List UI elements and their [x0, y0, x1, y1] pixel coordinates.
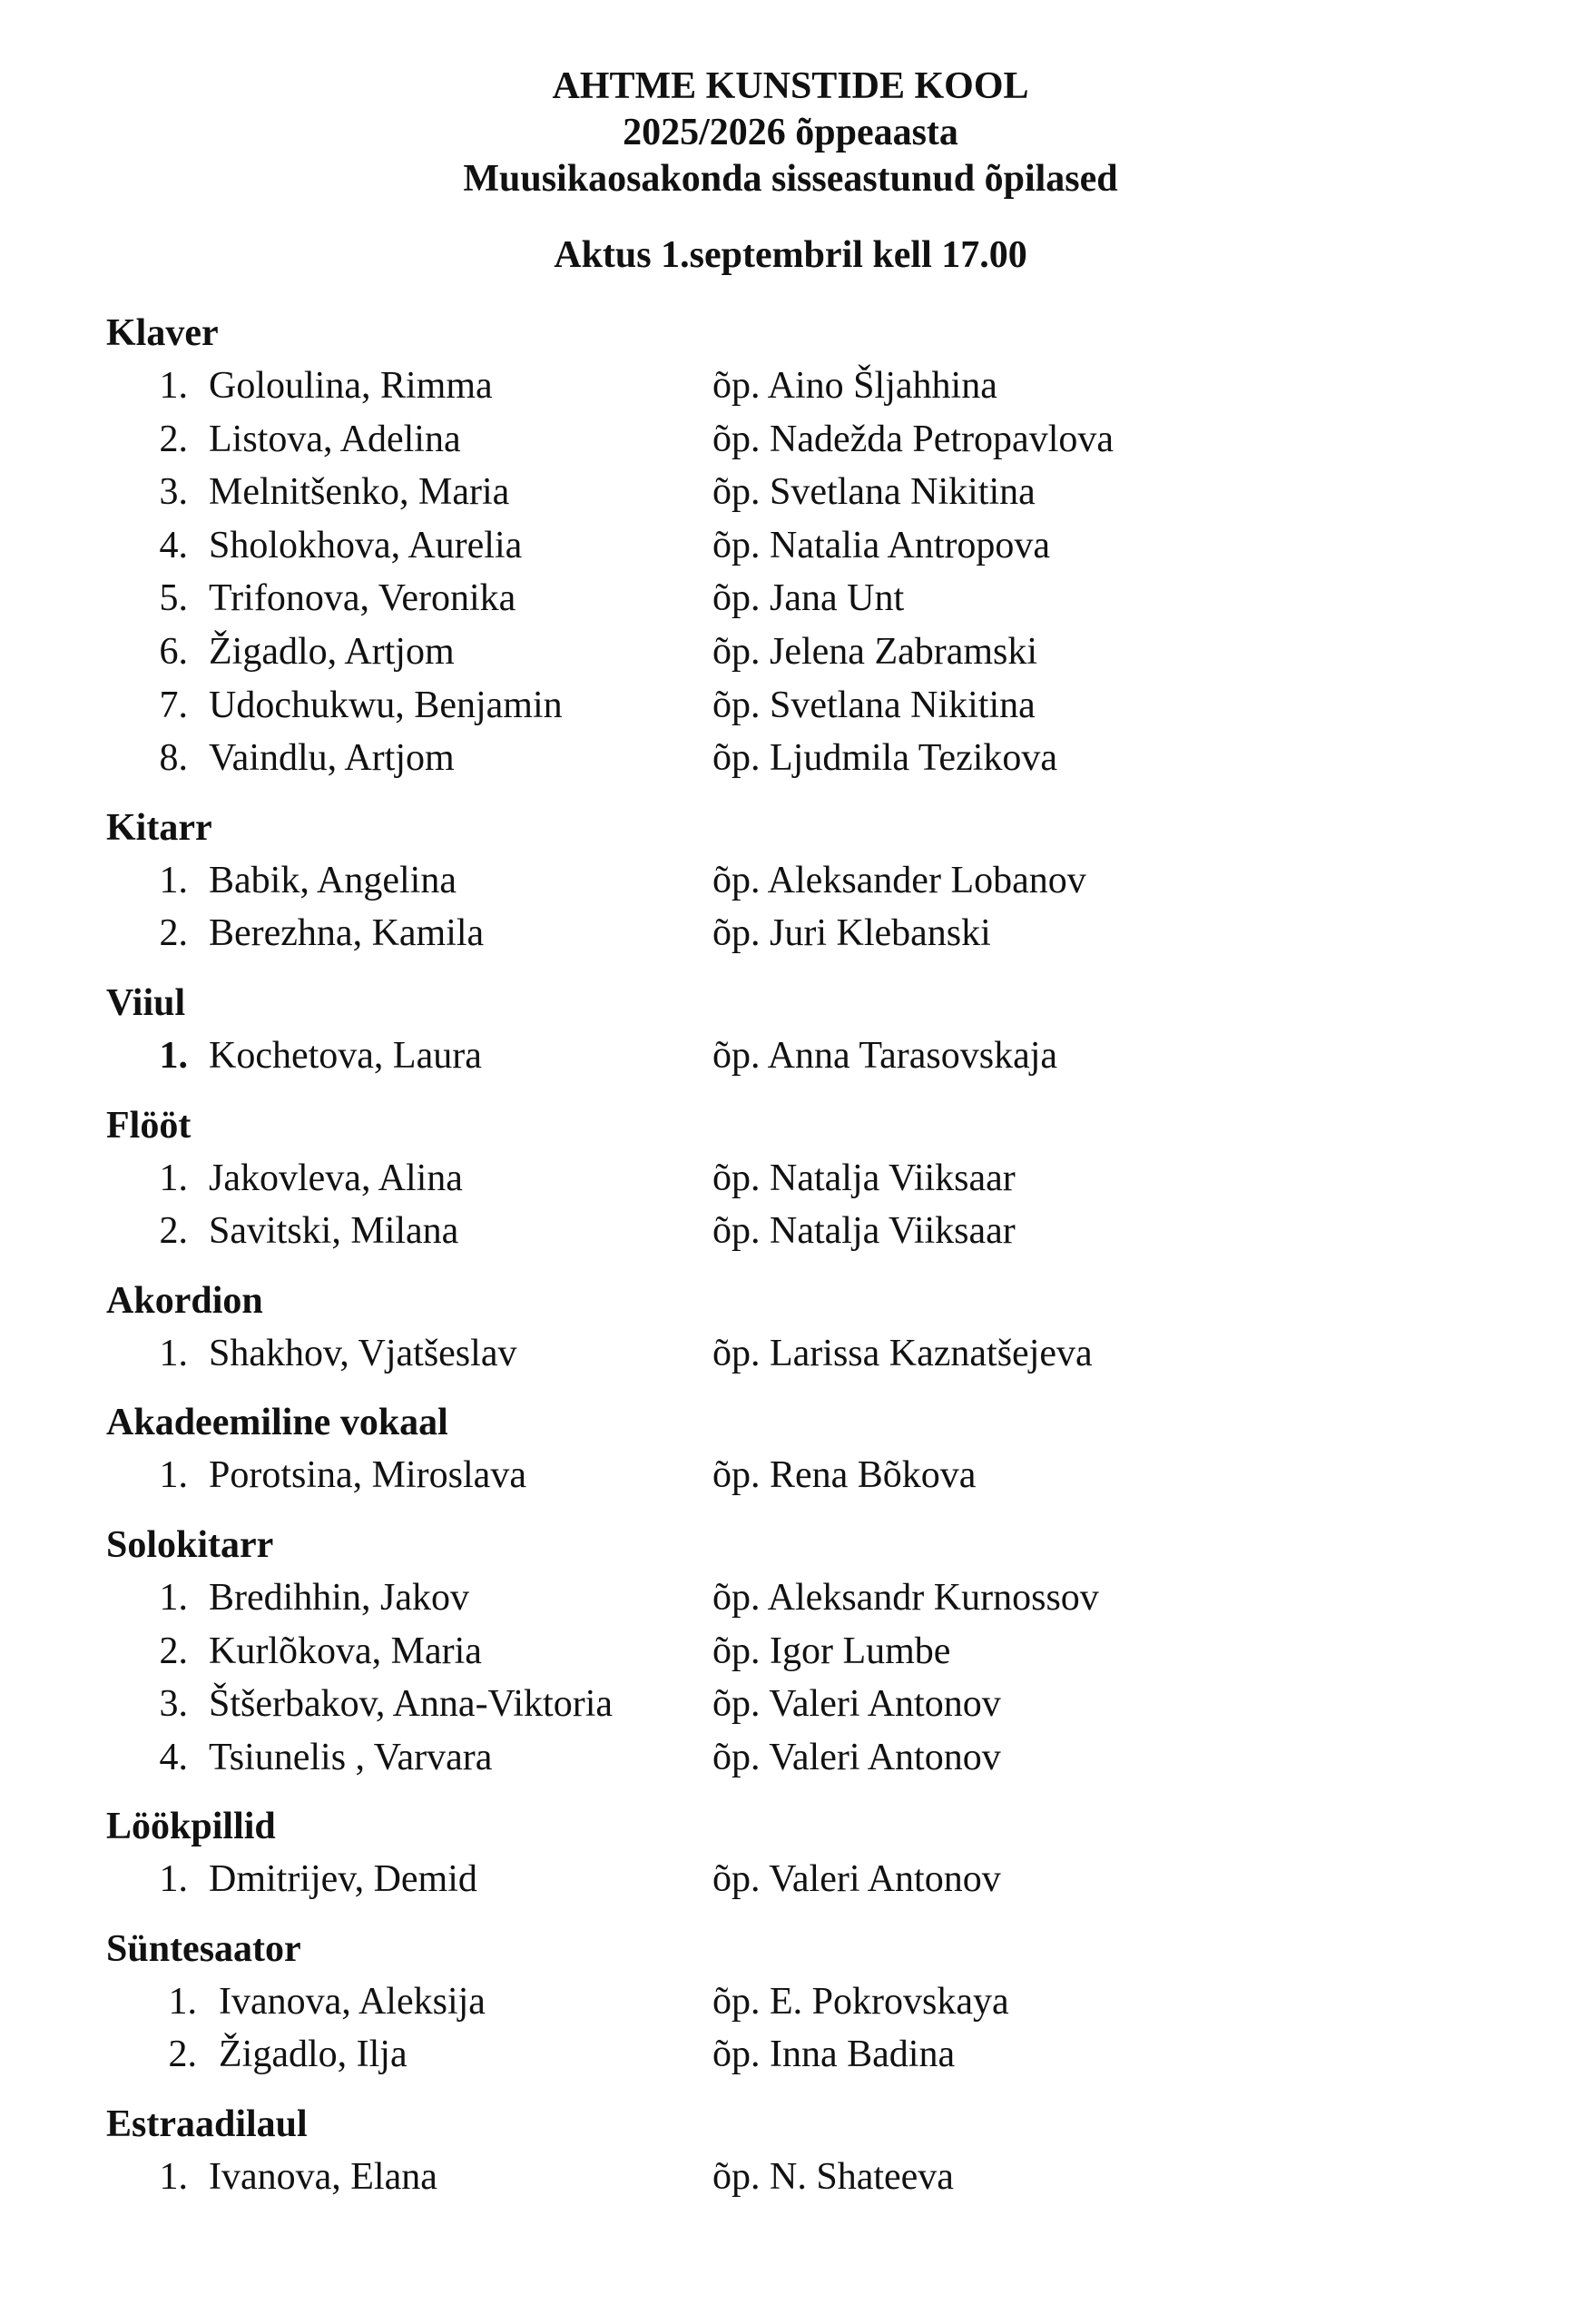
teacher-name: õp. Valeri Antonov: [712, 1858, 1001, 1901]
list-item: [106, 1449, 1468, 1502]
item-number: 1.: [159, 1576, 188, 1619]
list-item: [106, 1853, 1468, 1906]
teacher-name: õp. Valeri Antonov: [712, 1736, 1001, 1778]
teacher-name: õp. Juri Klebanski: [712, 912, 991, 955]
teacher-name: õp. Ljudmila Tezikova: [712, 737, 1058, 780]
school-name: AHTME KUNSTIDE KOOL: [552, 65, 1029, 107]
teacher-name: õp. Svetlana Nikitina: [712, 684, 1036, 726]
list-item: [106, 1327, 1468, 1381]
item-number: 1.: [159, 1332, 188, 1374]
list-item: [106, 732, 1468, 785]
teacher-name: õp. Inna Badina: [712, 2034, 956, 2076]
student-name: Štšerbakov, Anna-Viktoria: [209, 1683, 613, 1726]
section-suntesaator: [106, 1923, 1468, 2082]
section-floot: [106, 1099, 1468, 1258]
item-number: 2.: [159, 912, 188, 955]
item-number: 3.: [159, 471, 188, 514]
teacher-name: õp. Aleksandr Kurnossov: [712, 1576, 1099, 1619]
item-number: 8.: [159, 737, 188, 780]
list-item: [106, 1975, 1468, 2029]
student-name: Sholokhova, Aurelia: [209, 524, 523, 566]
student-name: Listova, Adelina: [209, 418, 461, 460]
list-item: [106, 1152, 1468, 1206]
student-name: Tsiunelis , Varvara: [209, 1736, 493, 1778]
list-item: [106, 359, 1468, 413]
teacher-name: õp. Igor Lumbe: [712, 1630, 951, 1672]
teacher-name: õp. Anna Tarasovskaja: [712, 1034, 1058, 1077]
student-name: Melnitšenko, Maria: [209, 471, 510, 514]
event-info: Aktus 1.septembril kell 17.00: [554, 234, 1027, 276]
section-estraadilaul: [106, 2098, 1468, 2204]
teacher-name: õp. Jana Unt: [712, 577, 905, 620]
list-item: [106, 1205, 1468, 1258]
section-solokitarr: [106, 1519, 1468, 1784]
item-number: 1.: [159, 859, 188, 901]
student-name: Žigadlo, Artjom: [209, 630, 455, 673]
item-number: 1.: [159, 365, 188, 407]
item-number: 1.: [159, 1034, 188, 1077]
item-number: 5.: [159, 577, 188, 620]
item-number: 4.: [159, 1736, 188, 1778]
teacher-name: õp. Larissa Kaznatšejeva: [712, 1332, 1093, 1374]
list-item: [106, 572, 1468, 625]
section-title: Süntesaator: [106, 1927, 301, 1970]
student-list: [106, 307, 1468, 2221]
student-name: Shakhov, Vjatšeslav: [209, 1332, 517, 1374]
item-number: 1.: [159, 1454, 188, 1497]
student-name: Jakovleva, Alina: [209, 1157, 463, 1199]
student-name: Babik, Angelina: [209, 859, 457, 901]
teacher-name: õp. E. Pokrovskaya: [712, 1980, 1009, 2023]
teacher-name: õp. Jelena Zabramski: [712, 630, 1038, 673]
section-title: Kitarr: [106, 806, 212, 849]
list-item: [106, 1571, 1468, 1625]
item-number: 6.: [159, 630, 188, 673]
item-number: 7.: [159, 684, 188, 726]
list-item: [106, 679, 1468, 733]
student-name: Ivanova, Aleksija: [219, 1980, 486, 2023]
student-name: Bredihhin, Jakov: [209, 1576, 469, 1619]
list-item: [106, 466, 1468, 519]
section-kitarr: [106, 802, 1468, 960]
section-akordion: [106, 1275, 1468, 1381]
teacher-name: õp. Aleksander Lobanov: [712, 859, 1086, 901]
list-item: [106, 1678, 1468, 1731]
teacher-name: õp. Valeri Antonov: [712, 1683, 1001, 1726]
list-item: [106, 907, 1468, 960]
student-name: Dmitrijev, Demid: [209, 1858, 477, 1901]
list-item: [106, 413, 1468, 467]
student-name: Kochetova, Laura: [209, 1034, 482, 1077]
student-name: Vaindlu, Artjom: [209, 737, 455, 780]
academic-year: 2025/2026 õppeaasta: [623, 112, 958, 153]
list-item: [106, 854, 1468, 908]
item-number: 4.: [159, 524, 188, 566]
student-name: Savitski, Milana: [209, 1210, 459, 1253]
section-klaver: [106, 307, 1468, 785]
teacher-name: õp. Rena Bõkova: [712, 1454, 977, 1497]
item-number: 2.: [159, 1210, 188, 1253]
teacher-name: õp. Nadežda Petropavlova: [712, 418, 1115, 460]
student-name: Trifonova, Veronika: [209, 577, 516, 620]
list-item: [106, 625, 1468, 679]
teacher-name: õp. Natalja Viiksaar: [712, 1157, 1016, 1199]
teacher-name: õp. Natalia Antropova: [712, 524, 1051, 566]
list-item: [106, 519, 1468, 573]
student-name: Porotsina, Miroslava: [209, 1454, 526, 1497]
item-number: 1.: [168, 1980, 197, 2023]
section-title: Viiul: [106, 981, 186, 1024]
teacher-name: õp. Aino Šljahhina: [712, 365, 997, 407]
section-title: Akadeemiline vokaal: [106, 1402, 448, 1444]
student-name: Žigadlo, Ilja: [219, 2034, 408, 2076]
section-akadeemiline-vokaal: [106, 1396, 1468, 1502]
item-number: 1.: [159, 2156, 188, 2199]
document-header: [0, 64, 1581, 279]
list-item: [106, 1731, 1468, 1785]
section-viiul: [106, 977, 1468, 1083]
item-number: 2.: [159, 418, 188, 460]
section-lookpillid: [106, 1800, 1468, 1906]
teacher-name: õp. Natalja Viiksaar: [712, 1210, 1016, 1253]
list-item: [106, 1625, 1468, 1679]
section-title: Klaver: [106, 312, 219, 354]
list-item: [106, 2151, 1468, 2204]
item-number: 3.: [159, 1683, 188, 1726]
teacher-name: õp. Svetlana Nikitina: [712, 471, 1036, 514]
section-title: Löökpillid: [106, 1806, 276, 1848]
section-title: Akordion: [106, 1279, 263, 1322]
item-number: 2.: [159, 1630, 188, 1672]
item-number: 1.: [159, 1858, 188, 1901]
document-subtitle: Muusikaosakonda sisseastunud õpilased: [463, 158, 1118, 200]
student-name: Udochukwu, Benjamin: [209, 684, 563, 726]
student-name: Goloulina, Rimma: [209, 365, 493, 407]
section-title: Flööt: [106, 1104, 191, 1147]
item-number: 1.: [159, 1157, 188, 1199]
student-name: Ivanova, Elana: [209, 2156, 437, 2199]
teacher-name: õp. N. Shateeva: [712, 2156, 954, 2199]
list-item: [106, 2028, 1468, 2082]
student-name: Kurlõkova, Maria: [209, 1630, 482, 1672]
section-title: Estraadilaul: [106, 2103, 308, 2146]
student-name: Berezhna, Kamila: [209, 912, 485, 955]
section-title: Solokitarr: [106, 1523, 274, 1566]
item-number: 2.: [168, 2034, 197, 2076]
list-item: [106, 1029, 1468, 1083]
